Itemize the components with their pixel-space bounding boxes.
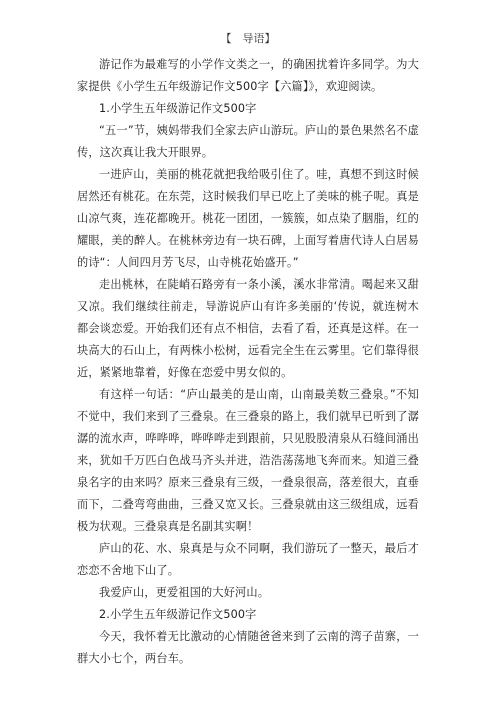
body-paragraph: 我爱庐山，更爱祖国的大好河山。 [99, 586, 270, 599]
intro-paragraph: 游记作为最难写的小学作文类之一，的确困扰着许多同学。为大家提供《小学生五年级游记作文500字【六篇】》，欢迎阅读。 [77, 58, 419, 93]
body-paragraph: 一进庐山，美丽的桃花就把我给吸引住了。哇，真想不到这时候居然还有桃花。在东莞，这时候我们早已吃上了美味的桃子呢。真是山凉气爽，连花都晚开。桃花一团团，一簇簇，如点染了胭脂，红的耀眼，美的醉人。在桃林旁边有一块石碑，上面写着唐代诗人白居易的诗“：人间四月芳飞尽，山寺桃花始盛开。” [77, 168, 419, 269]
section-heading-1: 1.小学生五年级游记作文500字 [99, 102, 257, 115]
page-header: 【 导语】 [220, 32, 276, 45]
body-paragraph: 庐山的花、水、泉真是与众不同啊，我们游玩了一整天，最后才恋恋不舍地下山了。 [77, 542, 419, 577]
section-heading-2: 2.小学生五年级游记作文500字 [99, 608, 257, 621]
body-paragraph: 今天，我怀着无比激动的心情随爸爸来到了云南的湾子苗寨，一群大小七个，两台车。 [77, 630, 419, 665]
body-paragraph: “五一”节，姨妈带我们全家去庐山游玩。庐山的景色果然名不虚传，这次真让我大开眼界。 [77, 124, 419, 159]
body-paragraph: 有这样一句话：“庐山最美的是山南，山南最美数三叠泉。”不知不觉中，我们来到了三叠泉。在三叠泉的路上，我们就早已听到了潺潺的流水声，哗哗哗，哗哗哗走到跟前，只见股股清泉从石缝间涌出来，犹如千万匹白色战马齐头并进，浩浩荡荡地飞奔而来。知道三叠泉名字的由来吗？原来三叠泉有三级，一叠泉很高，落差很大，直垂而下，二叠弯弯曲曲，三叠又宽又长。三叠泉就由这三级组成，远看极为状观。三叠泉真是名副其实啊！ [77, 388, 419, 533]
body-paragraph: 走出桃林，在陡峭石路旁有一条小溪，溪水非常清。喝起来又甜又凉。我们继续往前走，导游说庐山有许多美丽的‘传说，就连树木都会谈恋爱。开始我们还有点不相信，去看了看，还真是这样。在一块高大的石山上，有两株小松树，远看完全生在云雾里。它们靠得很近，紧紧地靠着，好像在恋爱中男女似的。 [77, 278, 419, 379]
article-body [77, 54, 419, 670]
